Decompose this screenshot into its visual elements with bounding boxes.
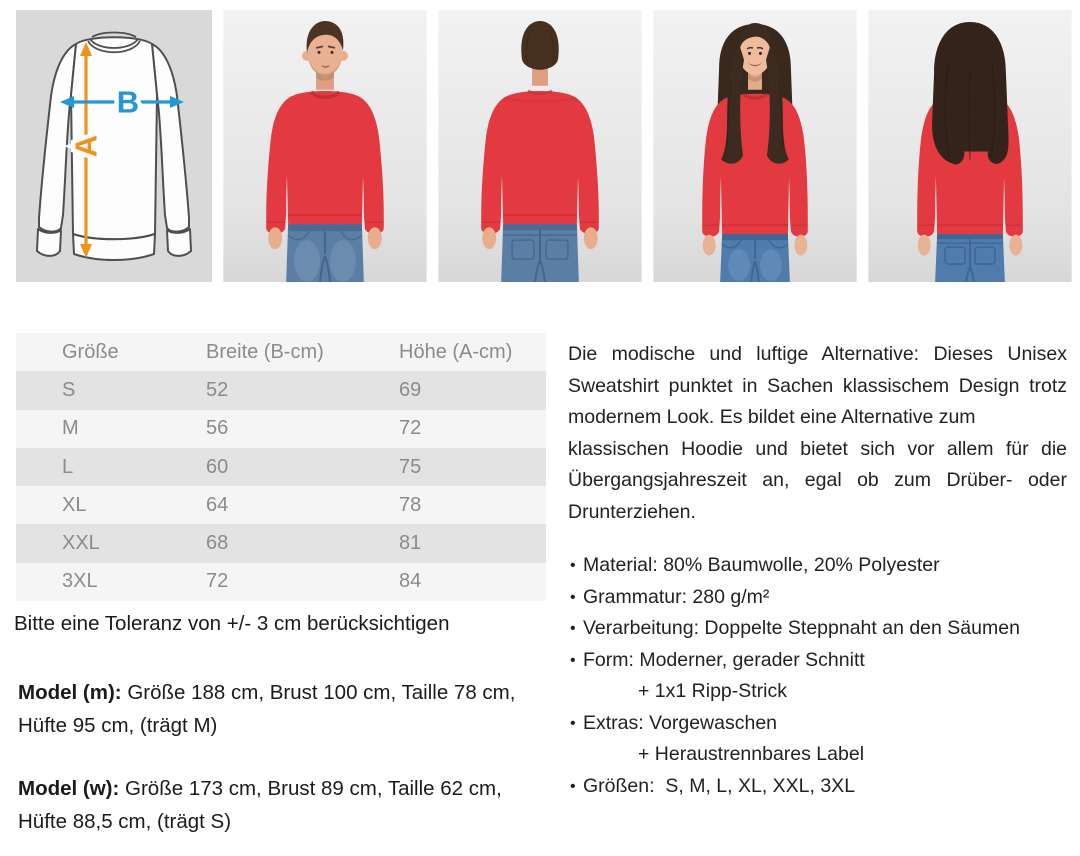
sweatshirt bbox=[481, 91, 599, 234]
bullet-icon: • bbox=[570, 588, 576, 606]
feature-text: Material: 80% Baumwolle, 20% Polyester bbox=[583, 554, 940, 576]
feature-text: Extras: Vorgewaschen bbox=[583, 711, 778, 734]
bullet-icon: • bbox=[570, 557, 576, 574]
feature-item-material bbox=[566, 550, 1078, 582]
cell-height: 84 bbox=[399, 570, 422, 593]
jeans bbox=[286, 224, 364, 282]
cell-size: L bbox=[62, 455, 74, 478]
table-row bbox=[16, 371, 546, 409]
feature-item-form bbox=[566, 645, 1078, 708]
female-front-illustration bbox=[653, 10, 857, 282]
cell-height: 75 bbox=[399, 455, 422, 478]
bullet-icon: • bbox=[570, 777, 576, 795]
model-w-line1 bbox=[18, 772, 548, 805]
column-header-size: Größe bbox=[62, 340, 119, 363]
feature-text: Form: Moderner, gerader Schnitt bbox=[583, 648, 865, 671]
dimension-label-a: A bbox=[68, 134, 104, 158]
description-line: Sweatshirt punktet in Sachen klassischem Design trotz bbox=[568, 374, 1067, 397]
hair bbox=[932, 22, 1008, 165]
photo-female-back bbox=[868, 10, 1072, 282]
feature-item-groessen bbox=[566, 771, 1078, 803]
cell-width: 60 bbox=[206, 455, 229, 478]
cell-width: 72 bbox=[206, 570, 229, 593]
male-front-illustration bbox=[223, 10, 427, 282]
cell-size: 3XL bbox=[62, 570, 98, 593]
cell-height: 72 bbox=[399, 417, 422, 440]
feature-list bbox=[566, 550, 1078, 802]
feature-item-extras bbox=[566, 708, 1078, 771]
cell-height: 81 bbox=[399, 532, 422, 555]
cell-height: 78 bbox=[399, 493, 422, 516]
model-m-line1 bbox=[18, 676, 548, 709]
description-line: Übergangsjahreszeit an, egal ob zum Drüber- oder bbox=[568, 469, 1067, 492]
table-row bbox=[16, 524, 546, 562]
dimension-label-b: B bbox=[116, 84, 140, 120]
sweatshirt-measure-illustration bbox=[16, 10, 212, 282]
model-w-line2: Hüfte 88,5 cm, (trägt S) bbox=[18, 810, 232, 833]
photo-male-front bbox=[223, 10, 427, 282]
description-line: Die modische und luftige Alternative: Dieses Unisex bbox=[568, 343, 1067, 365]
cell-width: 64 bbox=[206, 493, 229, 516]
model-w-label: Model (w): bbox=[18, 777, 120, 800]
cell-size: S bbox=[62, 378, 76, 401]
product-image-gallery bbox=[16, 10, 1072, 282]
column-header-height: Höhe (A-cm) bbox=[399, 340, 513, 363]
cell-width: 56 bbox=[206, 417, 229, 440]
table-row bbox=[16, 486, 546, 524]
jeans bbox=[935, 234, 1005, 282]
female-back-illustration bbox=[868, 10, 1072, 282]
bullet-icon: • bbox=[570, 620, 576, 637]
sweatshirt bbox=[266, 91, 384, 234]
feature-text: Grammatur: 280 g/m² bbox=[583, 585, 770, 608]
photo-male-back bbox=[438, 10, 642, 282]
sweatshirt-outline bbox=[37, 37, 191, 260]
table-row bbox=[16, 563, 546, 601]
jeans bbox=[720, 234, 790, 282]
bullet-icon: • bbox=[570, 714, 576, 732]
model-m-line2: Hüfte 95 cm, (trägt M) bbox=[18, 714, 218, 737]
feature-item-grammatur bbox=[566, 582, 1078, 614]
feature-text: Verarbeitung: Doppelte Steppnaht an den Säumen bbox=[583, 617, 1020, 639]
cell-height: 69 bbox=[399, 378, 422, 401]
male-back-illustration bbox=[438, 10, 642, 282]
bullet-icon: • bbox=[570, 651, 576, 669]
table-row bbox=[16, 410, 546, 448]
tolerance-note: Bitte eine Toleranz von +/- 3 cm berücksichtigen bbox=[14, 612, 450, 635]
feature-text: Größen: S, M, L, XL, XXL, 3XL bbox=[583, 774, 856, 797]
jeans bbox=[501, 224, 579, 282]
sweatshirt bbox=[702, 94, 808, 239]
description-line: Drunterziehen. bbox=[568, 500, 696, 523]
column-header-width: Breite (B-cm) bbox=[206, 340, 324, 363]
feature-extra: + Heraustrennbares Label bbox=[638, 743, 865, 765]
size-table-header-row bbox=[16, 333, 546, 371]
table-row bbox=[16, 448, 546, 486]
model-w-measurements: Größe 173 cm, Brust 89 cm, Taille 62 cm, bbox=[119, 777, 502, 800]
feature-extra: + 1x1 Ripp-Strick bbox=[638, 680, 788, 702]
model-m-info bbox=[18, 676, 548, 742]
cell-size: M bbox=[62, 417, 79, 440]
size-diagram-image bbox=[16, 10, 212, 282]
model-m-measurements: Größe 188 cm, Brust 100 cm, Taille 78 cm, bbox=[121, 681, 516, 704]
model-m-label: Model (m): bbox=[18, 681, 122, 704]
photo-female-front bbox=[653, 10, 857, 282]
description-paragraph bbox=[568, 339, 1067, 529]
description-line: klassischen Hoodie und bietet sich vor allem für die bbox=[568, 437, 1067, 460]
size-table bbox=[16, 333, 546, 601]
model-w-info bbox=[18, 772, 548, 838]
cell-size: XXL bbox=[62, 532, 100, 555]
description-line: modernem Look. Es bildet eine Alternative zum bbox=[568, 406, 976, 429]
cell-width: 68 bbox=[206, 532, 229, 555]
cell-size: XL bbox=[62, 493, 87, 516]
cell-width: 52 bbox=[206, 378, 229, 401]
feature-item-verarbeitung bbox=[566, 613, 1078, 645]
